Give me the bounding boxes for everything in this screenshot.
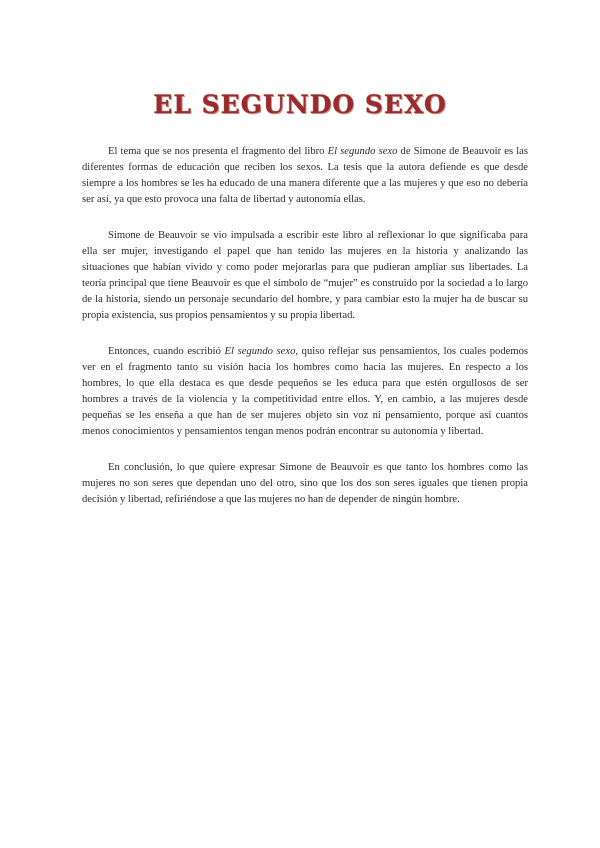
paragraph-3-book-title: El segundo sexo, [224,346,299,357]
paragraph-3-text-start: Entonces, cuando escribió [108,346,225,357]
document-title: EL SEGUNDO SEXO [153,90,447,119]
paragraph-1-text-end: de Simone de Beauvoir es las diferentes formas de educación que reciben los sexos. La tesis que la autora defiende es que desde siempre a los hombres se les ha educado de una manera diferente que a las mujeres y que eso no debería ser así, ya que esto provoca una falta de libertad y autonomía ellas. [82,146,528,205]
paragraph-3-text-end: quiso reflejar sus pensamientos, los cuales podemos ver en el fragmento tanto su visión hacia los hombres como hacia las mujeres. En respecto a los hombres, lo que ella destaca es que desde pequeños se les educa para que estén orgullosos de ser hombres a través de la violencia y la competitividad entre ellos. Y, en cambio, a las mujeres desde pequeñas se les enseña a que han de ser mujeres objeto sin voz ni pensamiento, porque así cuantos menos conocimientos y pensamientos tengan menos podrán encontrar su autonomía y libertad. [82,346,528,437]
paragraph-3 [82,344,528,440]
paragraph-1 [82,144,528,208]
paragraph-2 [82,228,528,324]
paragraph-1-book-title: El segundo sexo [327,146,398,157]
paragraph-4-text: En conclusión, lo que quiere expresar Simone de Beauvoir es que tanto los hombres como las mujeres no son seres que dependan uno del otro, sino que los dos son seres iguales que tienen propia decisión y libertad, refiriéndose a que las mujeres no han de depender de ningún hombre. [82,462,528,505]
paragraph-4 [82,460,528,508]
paragraph-1-text-start: El tema que se nos presenta el fragmento del libro [108,146,328,157]
paragraph-2-text: Simone de Beauvoir se vio impulsada a escribir este libro al reflexionar lo que significaba para ella ser mujer, investigando el papel que han tenido las mujeres en la historia y analizando las situaciones que habían vivido y como poder mejorarlas para que pudieran ampliar sus libertades. La teoría principal que tiene Beauvoir es que el símbolo de “mujer” es construido por la sociedad a lo largo de la historia, siendo un personaje secundario del hombre, y para cambiar esto la mujer ha de buscar su propia existencia, sus propios pensamientos y su propia libertad. [82,230,528,321]
document-body [82,144,528,528]
